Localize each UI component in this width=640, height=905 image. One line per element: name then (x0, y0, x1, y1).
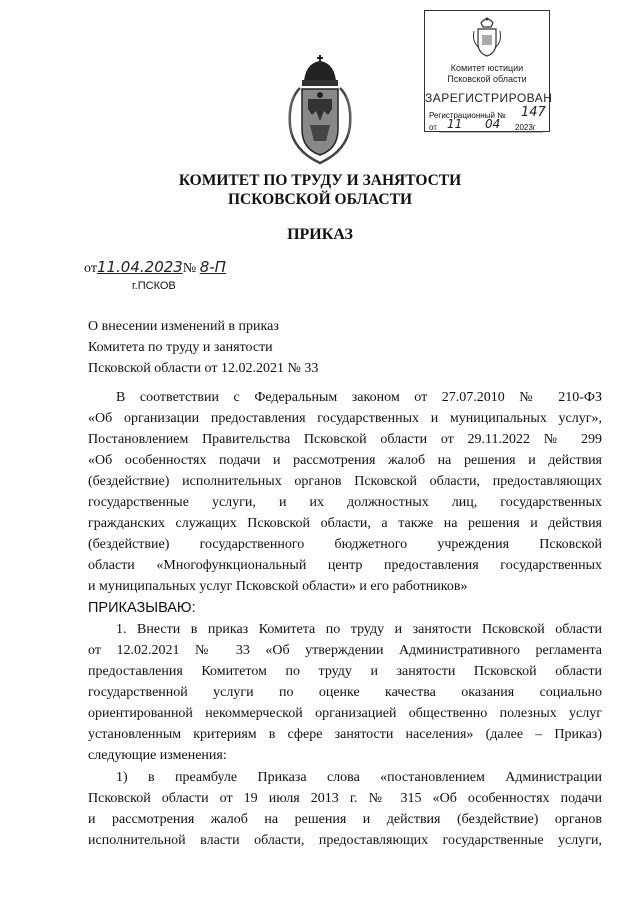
org-name-line2: ПСКОВСКОЙ ОБЛАСТИ (227, 191, 412, 208)
stamp-reg-number-value: 147 (521, 105, 546, 120)
date-prefix: от (84, 261, 97, 276)
body-line: 1. Внести в приказ Комитета по труду и занятости Псковской области (116, 622, 602, 637)
body-line: (бездействие) исполнительных органов Псковской области, предоставляющих (88, 474, 602, 489)
body-line: Постановлением Правительства Псковской области от 29.11.2022 № 299 (88, 432, 602, 447)
body-line: предоставления Комитетом по труду и занятости Псковской области (88, 664, 602, 679)
body-line: государственные услуги, и их должностных лиц, государственных (88, 495, 602, 510)
body-line: исполнительной власти области, предоставляющих государственные услуги, (88, 833, 602, 848)
stamp-date-underline (439, 131, 543, 133)
subject-line: Комитета по труду и занятости (88, 340, 273, 355)
document-title: ПРИКАЗ (287, 226, 353, 243)
order-date: 11.04.2023 (96, 258, 183, 276)
body-line: 1) в преамбуле Приказа слова «постановлением Администрации (116, 770, 602, 785)
coat-of-arms-icon (284, 55, 356, 167)
body-line: ориентированной некоммерческой организацией общественно полезных услуг (88, 706, 602, 721)
number-sign: № (182, 261, 197, 276)
stamp-date-day: 11 (447, 117, 463, 131)
body-line: государственной услуги по оценке качества оказания социально (88, 685, 602, 700)
body-line: гражданских служащих Псковской области, а также на решения и действия (88, 516, 602, 531)
order-keyword: ПРИКАЗЫВАЮ: (88, 600, 196, 616)
subject-line: Псковской области от 12.02.2021 № 33 (88, 361, 319, 376)
body-line: (бездействие) государственного бюджетного учреждения Псковской (88, 537, 602, 552)
order-dateline (84, 258, 226, 277)
body-line: Псковской области от 19 июля 2013 г. № 315 «Об особенностях подачи (88, 791, 602, 806)
body-line: области «Многофункциональный центр предоставления государственных (88, 558, 602, 573)
body-line: следующие изменения: (88, 748, 227, 763)
stamp-date-year: 2023г (515, 123, 536, 132)
place-of-issue: г.ПСКОВ (132, 280, 176, 292)
subject-line: О внесении изменений в приказ (88, 319, 279, 334)
coat-of-arms-small-icon (471, 15, 503, 57)
body-line: В соответствии с Федеральным законом от 27.07.2010 № 210-ФЗ (116, 390, 602, 405)
body-line: «Об организации предоставления государственных и муниципальных услуг», (88, 411, 602, 426)
org-name-line1: КОМИТЕТ ПО ТРУДУ И ЗАНЯТОСТИ (178, 172, 462, 189)
body-line: от 12.02.2021 № 33 «Об утверждении Административного регламента (88, 643, 602, 658)
stamp-date-prefix: от (429, 123, 437, 132)
stamp-registered: ЗАРЕГИСТРИРОВАН (425, 91, 553, 105)
body-line: и рассмотрения жалоб на решения и действия (бездействие) органов (88, 812, 602, 827)
stamp-reg-number-label: Регистрационный № (429, 111, 506, 120)
body-line: «Об особенностях подачи и рассмотрения жалоб на решения и действия (88, 453, 602, 468)
stamp-date-month: 04 (485, 117, 501, 131)
registration-stamp (424, 10, 553, 132)
order-number: 8-П (199, 258, 226, 276)
stamp-org-line2: Псковской области (447, 74, 527, 84)
body-line: и муниципальных услуг Псковской области» и его работников» (88, 579, 468, 594)
stamp-org-line1: Комитет юстиции (450, 63, 524, 73)
body-line: установленным критериям в сфере занятости населения» (далее – Приказ) (88, 727, 602, 742)
